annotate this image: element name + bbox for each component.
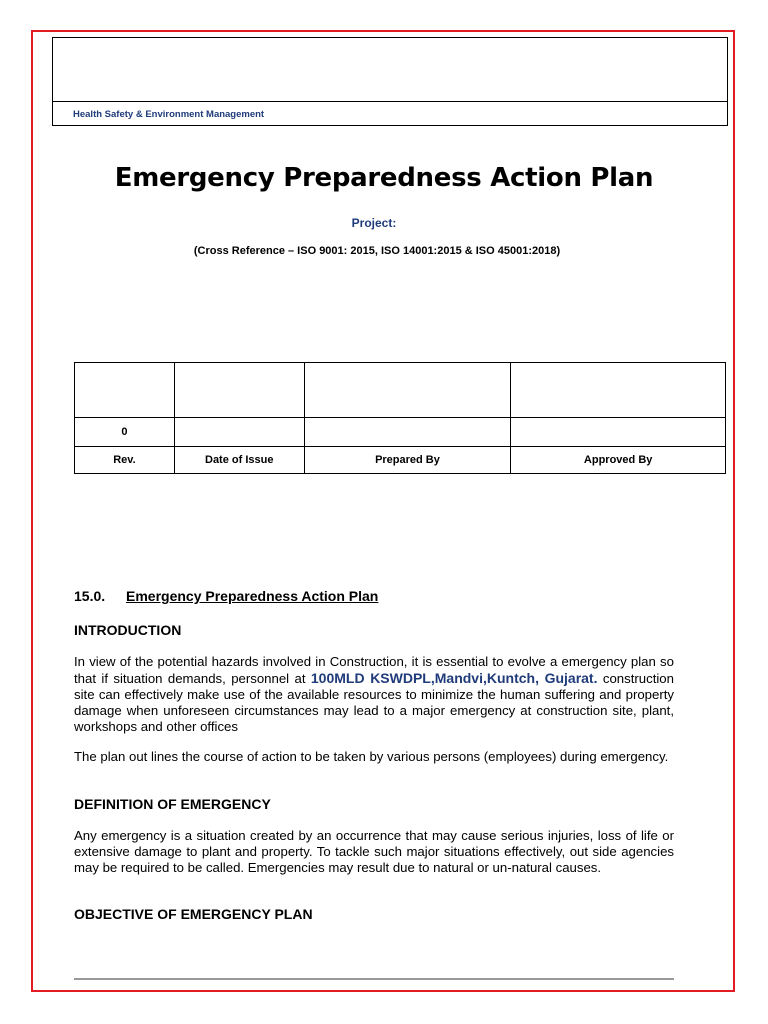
objective-heading: OBJECTIVE OF EMERGENCY PLAN: [74, 906, 313, 922]
document-title: Emergency Preparedness Action Plan: [114, 163, 654, 193]
document-header: [52, 37, 728, 126]
header-approved-by: Approved By: [511, 447, 726, 474]
header-divider: [53, 101, 727, 102]
site-name-highlight: 100MLD KSWDPL,Mandvi,Kuntch, Gujarat.: [310, 670, 598, 686]
section-number: 15.0.: [74, 588, 106, 604]
signature-cell: [304, 363, 511, 418]
introduction-paragraph-2: The plan out lines the course of action to be taken by various persons (employees) during emergency.: [74, 749, 669, 764]
intro-text-before: In view of the potential hazards involved in Construction, it is essential to evolve a emergency plan so that if situation demands, personnel at: [74, 654, 674, 686]
rev-value: 0: [75, 418, 175, 447]
signature-cell: [511, 363, 726, 418]
revision-table: [74, 362, 726, 474]
footer-rule: [74, 978, 674, 980]
header-label: Health Safety & Environment Management: [73, 109, 265, 120]
introduction-paragraph-1: [74, 654, 674, 735]
signature-cell: [174, 363, 304, 418]
date-value: [174, 418, 304, 447]
table-header-row: [75, 447, 726, 474]
introduction-heading: INTRODUCTION: [74, 622, 182, 638]
approved-value: [511, 418, 726, 447]
revision-row: [75, 418, 726, 447]
section-title: Emergency Preparedness Action Plan: [126, 588, 379, 604]
signature-cell: [75, 363, 175, 418]
project-label: Project:: [351, 216, 397, 230]
cross-reference: (Cross Reference – ISO 9001: 2015, ISO 14001:2015 & ISO 45001:2018): [193, 245, 561, 257]
header-prepared-by: Prepared By: [304, 447, 511, 474]
definition-paragraph: Any emergency is a situation created by an occurrence that may cause serious injuries, loss of life or extensive damage to plant and property. To tackle such major situations effectively, out side agencies may be required to be called. Emergencies may result due to natural or un-natural causes.: [74, 828, 674, 875]
definition-heading: DEFINITION OF EMERGENCY: [74, 796, 271, 812]
signature-row: [75, 363, 726, 418]
header-rev: Rev.: [75, 447, 175, 474]
intro-text-after: construction site can effectively make use of the available resources to minimize the human suffering and property damage when unforeseen circumstances may lead to a major emergency at construction site, plant, workshops and other offices: [74, 671, 674, 734]
header-date-of-issue: Date of Issue: [174, 447, 304, 474]
prepared-value: [304, 418, 511, 447]
section-heading: [74, 588, 378, 604]
